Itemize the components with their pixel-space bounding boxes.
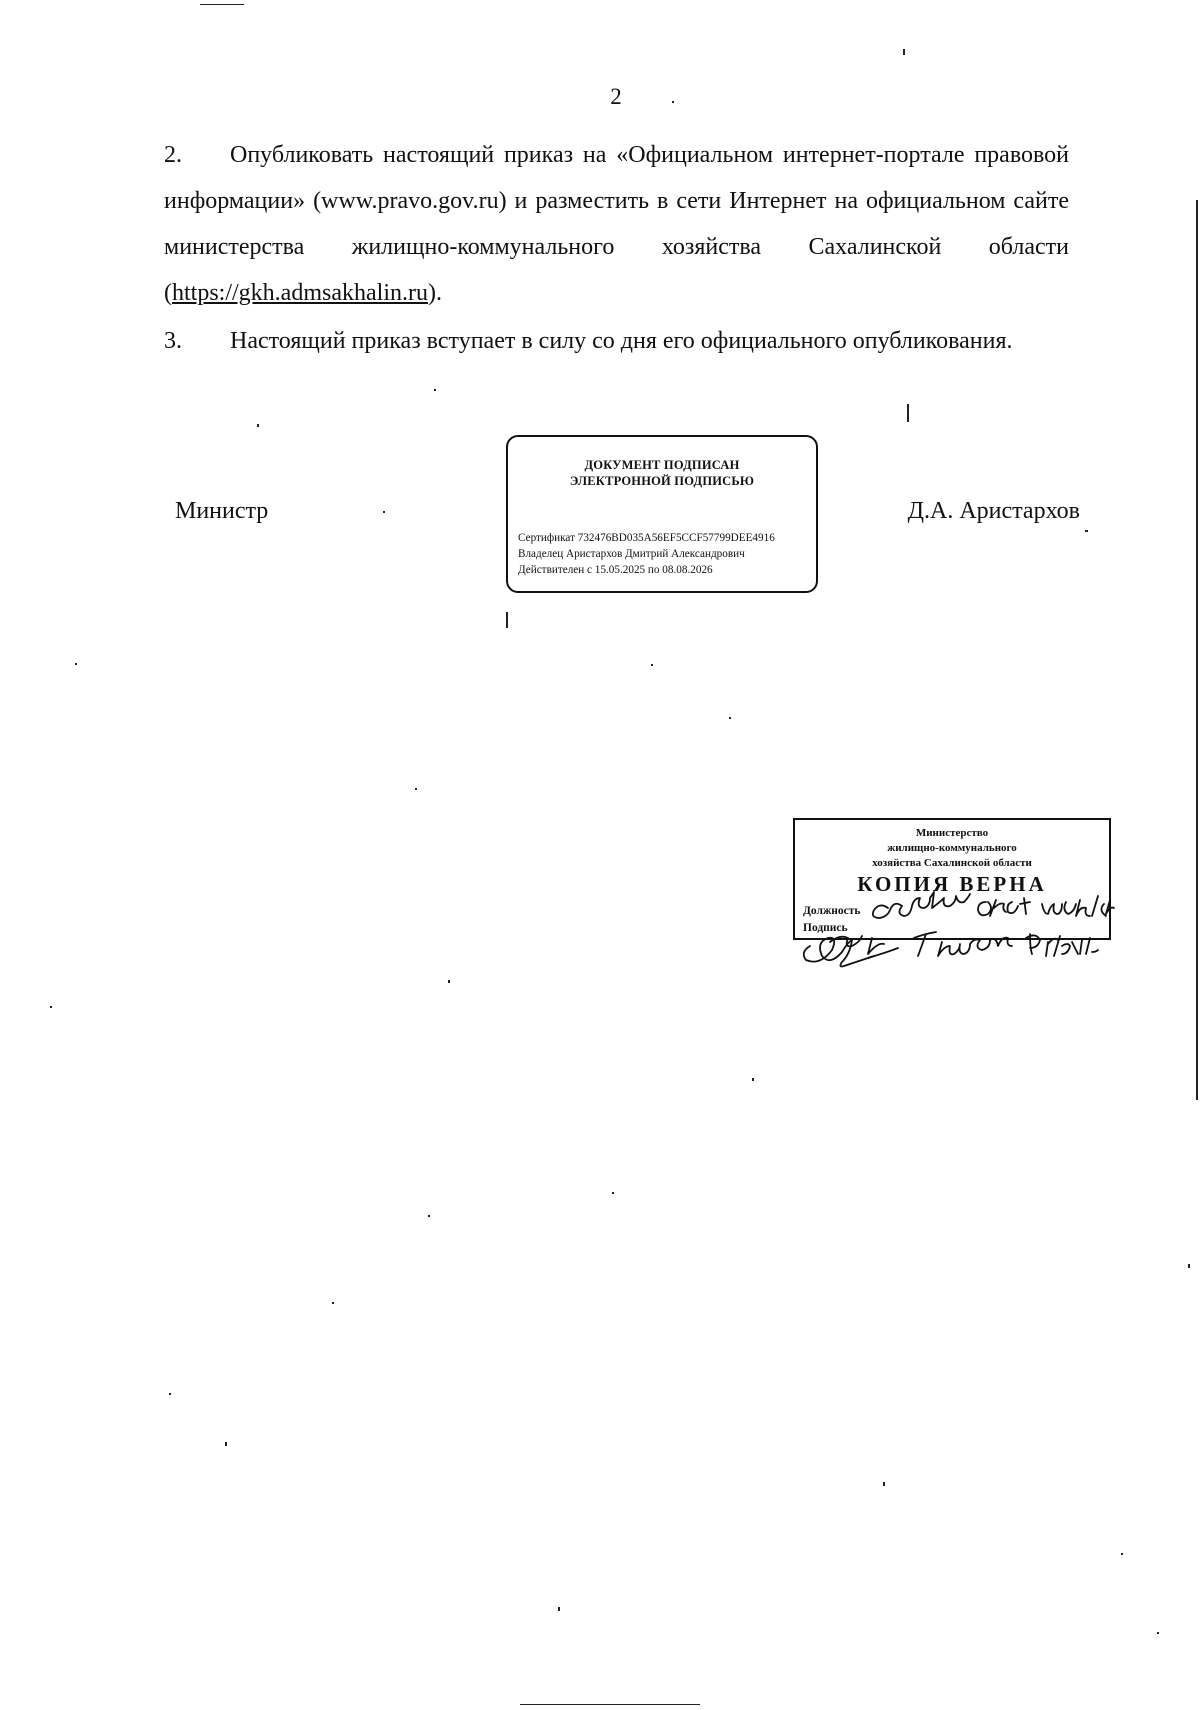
esign-owner: Владелец Аристархов Дмитрий Александрович (518, 548, 745, 560)
esign-title-line: ДОКУМЕНТ ПОДПИСАН (584, 458, 740, 472)
signatory-position: Министр (175, 498, 269, 524)
paragraph-text: Опубликовать настоящий приказ на «Официальном интернет-портале правовой информации» (www.pravo.gov.ru) и разместить в сети Интернет на официальном сайте министерства жилищно-коммунального хозяйства Сахалинской области ( (164, 142, 1069, 306)
copy-org-line: хозяйства Сахалинской области (872, 857, 1032, 869)
copy-signature-label: Подпись (803, 922, 848, 934)
copy-org-line: Министерство (915, 827, 989, 839)
paragraph-text: Настоящий приказ вступает в силу со дня его официального опубликования. (230, 328, 1013, 354)
copy-stamp-title: КОПИЯ ВЕРНА (857, 872, 1047, 896)
copy-org-line: жилищно-коммунального (887, 842, 1017, 854)
esign-title-line: ЭЛЕКТРОННОЙ ПОДПИСЬЮ (569, 474, 755, 488)
signatory-name: Д.А. Аристархов (907, 498, 1080, 524)
paragraph-number: 2. (164, 142, 182, 168)
esign-validity: Действителен с 15.05.2025 по 08.08.2026 (518, 564, 713, 576)
page-number: 2 (610, 84, 622, 109)
esign-certificate: Сертификат 732476BD035A56EF5CCF57799DEE4916 (518, 532, 775, 544)
copy-position-label: Должность (803, 905, 861, 917)
paragraph-number: 3. (164, 328, 182, 354)
ministry-website-link[interactable]: https://gkh.admsakhalin.ru (172, 280, 428, 306)
paragraph-text-end: ). (427, 280, 442, 306)
